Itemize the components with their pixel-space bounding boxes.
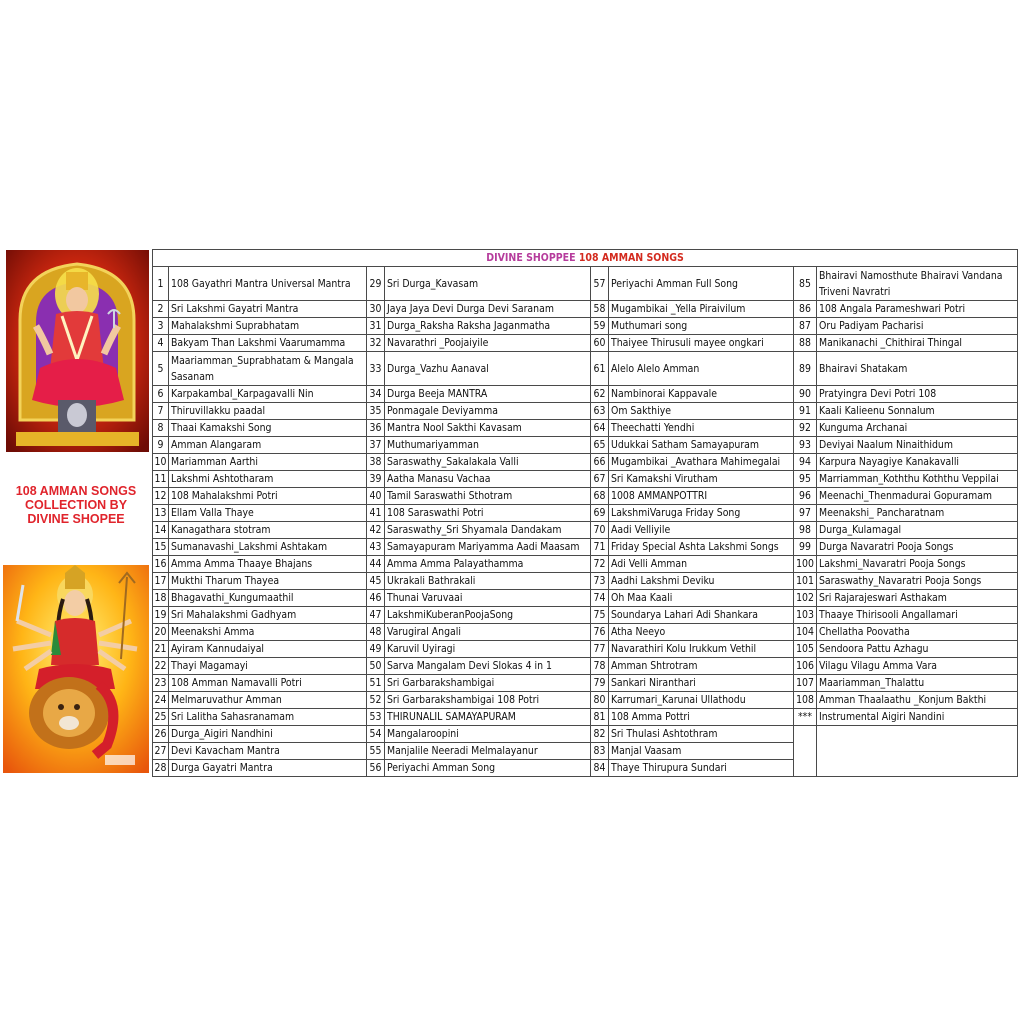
song-title: Samayapuram Mariyamma Aadi Maasam — [385, 539, 591, 556]
title-brand: DIVINE SHOPPEE — [486, 252, 579, 264]
song-title: Maariamman_Thalattu — [817, 675, 1018, 692]
song-title: Instrumental Aigiri Nandini — [817, 709, 1018, 726]
song-number: 97 — [794, 505, 817, 522]
song-number: 8 — [153, 420, 169, 437]
table-row — [153, 454, 1018, 471]
song-number: 15 — [153, 539, 169, 556]
table-row — [153, 624, 1018, 641]
table-row — [153, 709, 1018, 726]
song-title: 108 Saraswathi Potri — [385, 505, 591, 522]
song-number: 36 — [367, 420, 385, 437]
song-number: 11 — [153, 471, 169, 488]
song-title: Mantra Nool Sakthi Kavasam — [385, 420, 591, 437]
song-title: Durga_Kulamagal — [817, 522, 1018, 539]
song-number: 6 — [153, 386, 169, 403]
song-number: 28 — [153, 760, 169, 777]
song-title: Deviyai Naalum Ninaithidum — [817, 437, 1018, 454]
song-title: Sri Garbarakshambigai 108 Potri — [385, 692, 591, 709]
song-number: 17 — [153, 573, 169, 590]
song-number: 82 — [591, 726, 609, 743]
song-number: 43 — [367, 539, 385, 556]
song-title: Manikanachi _Chithirai Thingal — [817, 335, 1018, 352]
song-number: 25 — [153, 709, 169, 726]
song-title: Varugiral Angali — [385, 624, 591, 641]
song-title: Lakshmi Ashtotharam — [169, 471, 367, 488]
table-row — [153, 539, 1018, 556]
song-title: Amman Thaalaathu _Konjum Bakthi — [817, 692, 1018, 709]
song-title: Mugambikai _Yella Piraivilum — [609, 301, 794, 318]
song-title: Sankari Niranthari — [609, 675, 794, 692]
song-title: Amman Alangaram — [169, 437, 367, 454]
empty-cell — [794, 726, 817, 777]
song-number: 16 — [153, 556, 169, 573]
song-number: 102 — [794, 590, 817, 607]
song-number: 57 — [591, 267, 609, 301]
song-title: Amman Shtrotram — [609, 658, 794, 675]
song-title: Kaali Kalieenu Sonnalum — [817, 403, 1018, 420]
song-number: 104 — [794, 624, 817, 641]
song-number: 64 — [591, 420, 609, 437]
goddess-seated-image — [6, 250, 149, 452]
song-title: Ponmagale Deviyamma — [385, 403, 591, 420]
song-number: 101 — [794, 573, 817, 590]
table-row — [153, 675, 1018, 692]
song-number: 26 — [153, 726, 169, 743]
song-title: Mahalakshmi Suprabhatam — [169, 318, 367, 335]
song-title: Thunai Varuvaai — [385, 590, 591, 607]
song-number: 66 — [591, 454, 609, 471]
song-number: 58 — [591, 301, 609, 318]
song-title: Soundarya Lahari Adi Shankara — [609, 607, 794, 624]
song-number: 89 — [794, 352, 817, 386]
song-title: Manjal Vaasam — [609, 743, 794, 760]
table-row — [153, 318, 1018, 335]
table-row — [153, 420, 1018, 437]
song-number: 62 — [591, 386, 609, 403]
song-number: 106 — [794, 658, 817, 675]
song-number: 42 — [367, 522, 385, 539]
song-title: Sri Kamakshi Virutham — [609, 471, 794, 488]
song-title: Thayi Magamayi — [169, 658, 367, 675]
song-number: 10 — [153, 454, 169, 471]
song-title: Sri Mahalakshmi Gadhyam — [169, 607, 367, 624]
song-number: 79 — [591, 675, 609, 692]
song-number: 23 — [153, 675, 169, 692]
caption-line-2: COLLECTION BY — [24, 498, 128, 512]
song-title: Meenachi_Thenmadurai Gopuramam — [817, 488, 1018, 505]
song-number: *** — [794, 709, 817, 726]
song-title: Vilagu Vilagu Amma Vara — [817, 658, 1018, 675]
song-number: 80 — [591, 692, 609, 709]
collection-caption — [0, 484, 152, 526]
song-title: Aatha Manasu Vachaa — [385, 471, 591, 488]
song-title: Ellam Valla Thaye — [169, 505, 367, 522]
song-number: 52 — [367, 692, 385, 709]
song-title: 108 Amman Namavalli Potri — [169, 675, 367, 692]
song-number: 5 — [153, 352, 169, 386]
song-number: 94 — [794, 454, 817, 471]
song-title: Friday Special Ashta Lakshmi Songs — [609, 539, 794, 556]
song-title: Saraswathy_Sakalakala Valli — [385, 454, 591, 471]
song-number: 108 — [794, 692, 817, 709]
song-title: Sri Lalitha Sahasranamam — [169, 709, 367, 726]
song-title: Periyachi Amman Full Song — [609, 267, 794, 301]
song-title: Amma Amma Thaaye Bhajans — [169, 556, 367, 573]
song-number: 51 — [367, 675, 385, 692]
song-number: 68 — [591, 488, 609, 505]
song-title: Thiruvillakku paadal — [169, 403, 367, 420]
song-number: 40 — [367, 488, 385, 505]
song-number: 60 — [591, 335, 609, 352]
song-number: 46 — [367, 590, 385, 607]
song-title: Adi Velli Amman — [609, 556, 794, 573]
table-row — [153, 335, 1018, 352]
song-number: 75 — [591, 607, 609, 624]
song-number: 56 — [367, 760, 385, 777]
song-title: Mangalaroopini — [385, 726, 591, 743]
caption-line-1: 108 AMMAN SONGS — [15, 484, 137, 498]
song-number: 54 — [367, 726, 385, 743]
song-number: 45 — [367, 573, 385, 590]
song-title: Durga_Aigiri Nandhini — [169, 726, 367, 743]
song-title: Muthumariyamman — [385, 437, 591, 454]
song-number: 71 — [591, 539, 609, 556]
song-number: 9 — [153, 437, 169, 454]
song-number: 33 — [367, 352, 385, 386]
table-row — [153, 607, 1018, 624]
song-title: LakshmiKuberanPoojaSong — [385, 607, 591, 624]
songs-table — [152, 249, 1018, 777]
song-number: 91 — [794, 403, 817, 420]
song-title: Ukrakali Bathrakali — [385, 573, 591, 590]
song-title: Oh Maa Kaali — [609, 590, 794, 607]
song-title: Mugambikai _Avathara Mahimegalai — [609, 454, 794, 471]
song-number: 22 — [153, 658, 169, 675]
song-number: 2 — [153, 301, 169, 318]
song-number: 3 — [153, 318, 169, 335]
song-number: 70 — [591, 522, 609, 539]
song-title: Bhairavi Namosthute Bhairavi Vandana Triveni Navratri — [817, 267, 1018, 301]
song-number: 88 — [794, 335, 817, 352]
song-title: Aadi Velliyile — [609, 522, 794, 539]
song-number: 95 — [794, 471, 817, 488]
song-title: Karpura Nayagiye Kanakavalli — [817, 454, 1018, 471]
song-number: 29 — [367, 267, 385, 301]
song-title: THIRUNALIL SAMAYAPURAM — [385, 709, 591, 726]
table-row — [153, 386, 1018, 403]
song-title: Alelo Alelo Amman — [609, 352, 794, 386]
table-row — [153, 590, 1018, 607]
table-row — [153, 692, 1018, 709]
song-title: Sri Lakshmi Gayatri Mantra — [169, 301, 367, 318]
song-title: Durga_Vazhu Aanaval — [385, 352, 591, 386]
song-title: Sri Garbarakshambigai — [385, 675, 591, 692]
song-number: 12 — [153, 488, 169, 505]
song-title: Muthumari song — [609, 318, 794, 335]
song-title: Bakyam Than Lakshmi Vaarumamma — [169, 335, 367, 352]
song-number: 98 — [794, 522, 817, 539]
song-number: 59 — [591, 318, 609, 335]
song-number: 74 — [591, 590, 609, 607]
song-title: Sarva Mangalam Devi Slokas 4 in 1 — [385, 658, 591, 675]
song-title: Sumanavashi_Lakshmi Ashtakam — [169, 539, 367, 556]
song-title: Amma Amma Palayathamma — [385, 556, 591, 573]
song-title: Bhagavathi_Kungumaathil — [169, 590, 367, 607]
song-title: Karrumari_Karunai Ullathodu — [609, 692, 794, 709]
song-number: 24 — [153, 692, 169, 709]
song-title: 108 Mahalakshmi Potri — [169, 488, 367, 505]
song-title: Navarathiri Kolu Irukkum Vethil — [609, 641, 794, 658]
song-number: 78 — [591, 658, 609, 675]
song-number: 41 — [367, 505, 385, 522]
table-row — [153, 658, 1018, 675]
song-title: Melmaruvathur Amman — [169, 692, 367, 709]
song-number: 48 — [367, 624, 385, 641]
song-title: 108 Angala Parameshwari Potri — [817, 301, 1018, 318]
song-title: Atha Neeyo — [609, 624, 794, 641]
song-number: 83 — [591, 743, 609, 760]
song-title: Karpakambal_Karpagavalli Nin — [169, 386, 367, 403]
song-number: 50 — [367, 658, 385, 675]
table-row — [153, 352, 1018, 386]
song-title: Sri Durga_Kavasam — [385, 267, 591, 301]
song-title: Thaye Thirupura Sundari — [609, 760, 794, 777]
table-row — [153, 522, 1018, 539]
song-number: 90 — [794, 386, 817, 403]
song-number: 20 — [153, 624, 169, 641]
song-number: 85 — [794, 267, 817, 301]
song-number: 67 — [591, 471, 609, 488]
song-title: Periyachi Amman Song — [385, 760, 591, 777]
song-title: Pratyingra Devi Potri 108 — [817, 386, 1018, 403]
song-number: 37 — [367, 437, 385, 454]
song-title: Lakshmi_Navaratri Pooja Songs — [817, 556, 1018, 573]
song-title: Nambinorai Kappavale — [609, 386, 794, 403]
song-number: 76 — [591, 624, 609, 641]
table-row — [153, 505, 1018, 522]
table-row — [153, 403, 1018, 420]
song-number: 30 — [367, 301, 385, 318]
song-number: 31 — [367, 318, 385, 335]
song-title: Kanagathara stotram — [169, 522, 367, 539]
song-title: Durga Beeja MANTRA — [385, 386, 591, 403]
song-number: 99 — [794, 539, 817, 556]
song-title: Ayiram Kannudaiyal — [169, 641, 367, 658]
table-title — [153, 250, 1018, 267]
song-number: 103 — [794, 607, 817, 624]
song-number: 32 — [367, 335, 385, 352]
title-subject: 108 AMMAN SONGS — [578, 252, 684, 264]
song-title: Sri Thulasi Ashtothram — [609, 726, 794, 743]
song-title: Udukkai Satham Samayapuram — [609, 437, 794, 454]
song-number: 14 — [153, 522, 169, 539]
empty-cell — [817, 726, 1018, 777]
song-title: Durga_Raksha Raksha Jaganmatha — [385, 318, 591, 335]
song-number: 21 — [153, 641, 169, 658]
table-row — [153, 488, 1018, 505]
song-number: 47 — [367, 607, 385, 624]
song-title: LakshmiVaruga Friday Song — [609, 505, 794, 522]
song-title: Meenakshi_ Pancharatnam — [817, 505, 1018, 522]
song-number: 1 — [153, 267, 169, 301]
song-number: 72 — [591, 556, 609, 573]
song-number: 4 — [153, 335, 169, 352]
song-number: 49 — [367, 641, 385, 658]
song-title: 1008 AMMANPOTTRI — [609, 488, 794, 505]
song-number: 55 — [367, 743, 385, 760]
song-title: Marriamman_Koththu Koththu Veppilai — [817, 471, 1018, 488]
song-number: 44 — [367, 556, 385, 573]
table-row — [153, 726, 1018, 743]
table-row — [153, 437, 1018, 454]
song-title: Thaai Kamakshi Song — [169, 420, 367, 437]
table-row — [153, 641, 1018, 658]
song-title: Sendoora Pattu Azhagu — [817, 641, 1018, 658]
song-title: Om Sakthiye — [609, 403, 794, 420]
durga-on-lion-image — [3, 565, 149, 773]
song-title: Sri Rajarajeswari Asthakam — [817, 590, 1018, 607]
song-number: 84 — [591, 760, 609, 777]
song-title: Theechatti Yendhi — [609, 420, 794, 437]
table-row — [153, 301, 1018, 318]
song-title: Durga Gayatri Mantra — [169, 760, 367, 777]
song-title: Saraswathy_Sri Shyamala Dandakam — [385, 522, 591, 539]
song-number: 63 — [591, 403, 609, 420]
song-number: 73 — [591, 573, 609, 590]
song-number: 69 — [591, 505, 609, 522]
song-title: Aadhi Lakshmi Deviku — [609, 573, 794, 590]
song-title: Thaiyee Thirusuli mayee ongkari — [609, 335, 794, 352]
song-number: 96 — [794, 488, 817, 505]
song-number: 87 — [794, 318, 817, 335]
song-number: 86 — [794, 301, 817, 318]
song-title: Bhairavi Shatakam — [817, 352, 1018, 386]
song-number: 38 — [367, 454, 385, 471]
table-row — [153, 573, 1018, 590]
song-number: 107 — [794, 675, 817, 692]
song-title: Oru Padiyam Pacharisi — [817, 318, 1018, 335]
song-number: 81 — [591, 709, 609, 726]
table-row — [153, 556, 1018, 573]
song-number: 65 — [591, 437, 609, 454]
song-number: 61 — [591, 352, 609, 386]
song-number: 105 — [794, 641, 817, 658]
song-title: Navarathri _Poojaiyile — [385, 335, 591, 352]
table-row — [153, 471, 1018, 488]
table-row — [153, 267, 1018, 301]
song-title: Maariamman_Suprabhatam & Mangala Sasanam — [169, 352, 367, 386]
song-number: 92 — [794, 420, 817, 437]
song-title: Saraswathy_Navaratri Pooja Songs — [817, 573, 1018, 590]
song-title: Chellatha Poovatha — [817, 624, 1018, 641]
song-number: 27 — [153, 743, 169, 760]
song-title: Kunguma Archanai — [817, 420, 1018, 437]
song-number: 35 — [367, 403, 385, 420]
song-title: Thaaye Thirisooli Angallamari — [817, 607, 1018, 624]
song-title: 108 Gayathri Mantra Universal Mantra — [169, 267, 367, 301]
song-number: 18 — [153, 590, 169, 607]
song-number: 100 — [794, 556, 817, 573]
song-number: 7 — [153, 403, 169, 420]
song-title: Manjalile Neeradi Melmalayanur — [385, 743, 591, 760]
song-number: 34 — [367, 386, 385, 403]
caption-line-3: DIVINE SHOPEE — [27, 512, 125, 526]
song-title: Devi Kavacham Mantra — [169, 743, 367, 760]
song-title: 108 Amma Pottri — [609, 709, 794, 726]
song-number: 39 — [367, 471, 385, 488]
song-number: 13 — [153, 505, 169, 522]
song-number: 53 — [367, 709, 385, 726]
song-title: Tamil Saraswathi Sthotram — [385, 488, 591, 505]
song-number: 93 — [794, 437, 817, 454]
song-title: Durga Navaratri Pooja Songs — [817, 539, 1018, 556]
song-number: 77 — [591, 641, 609, 658]
song-title: Mukthi Tharum Thayea — [169, 573, 367, 590]
song-title: Meenakshi Amma — [169, 624, 367, 641]
song-title: Jaya Jaya Devi Durga Devi Saranam — [385, 301, 591, 318]
song-title: Karuvil Uyiragi — [385, 641, 591, 658]
song-number: 19 — [153, 607, 169, 624]
song-title: Mariamman Aarthi — [169, 454, 367, 471]
